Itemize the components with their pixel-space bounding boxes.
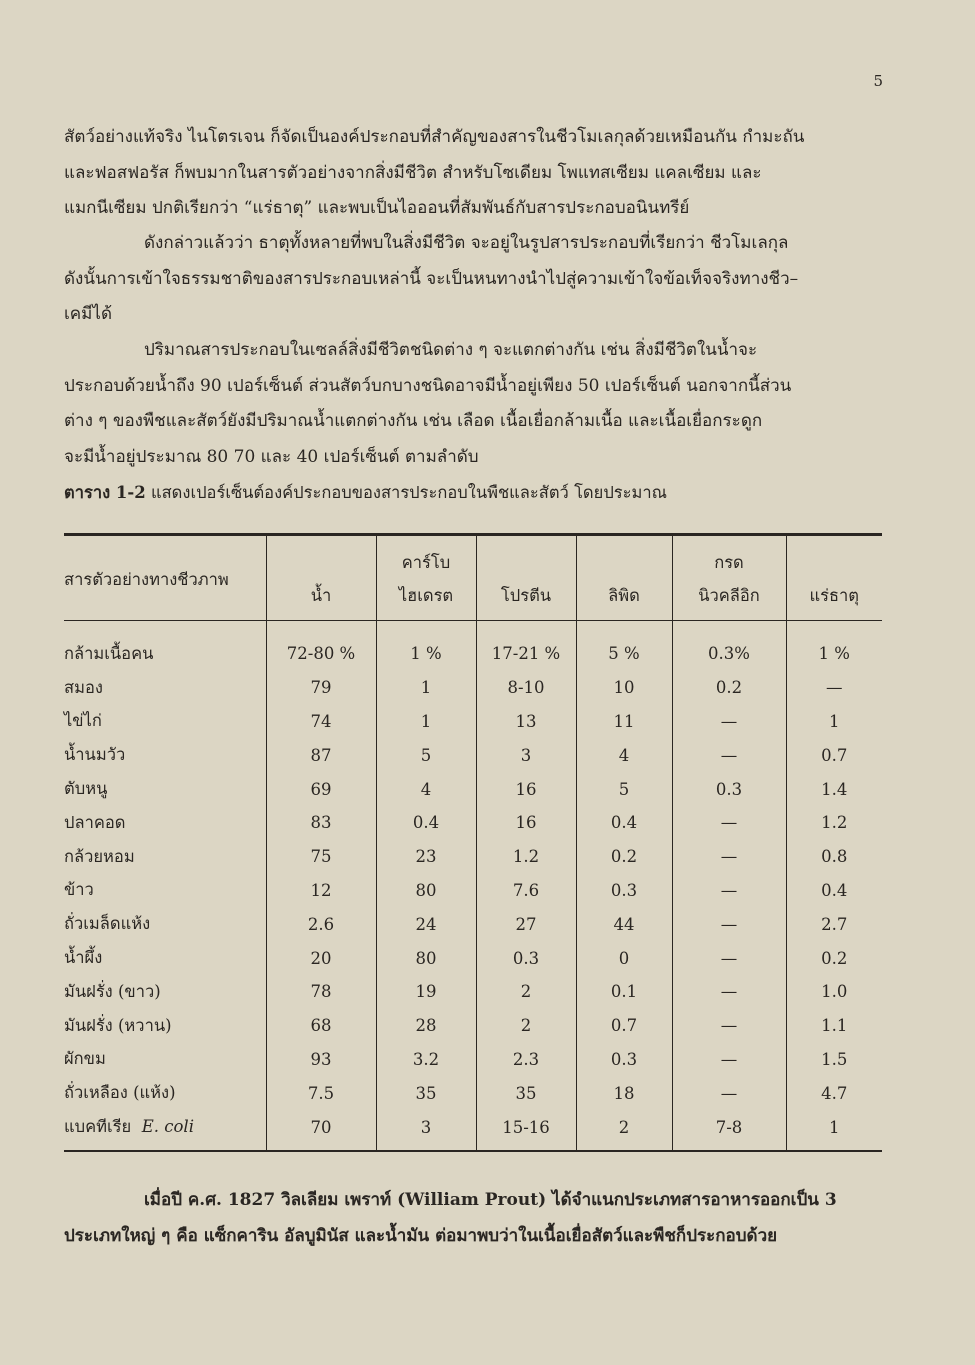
sample-name-text: น้ำนมวัว xyxy=(64,745,126,765)
table-caption xyxy=(64,480,882,506)
cell-mineral: 0.7 xyxy=(786,738,882,772)
cell-protein: 17-21 % xyxy=(476,621,576,671)
cell-sample-name xyxy=(64,1076,266,1110)
sample-name-text: ถั่วเมล็ดแห้ง xyxy=(64,914,151,934)
table-row xyxy=(64,671,882,705)
cell-protein: 2.3 xyxy=(476,1043,576,1077)
cell-lipid: 0.1 xyxy=(576,975,672,1009)
sample-name-text: น้ำผึ้ง xyxy=(64,948,103,968)
header-water: น้ำ xyxy=(266,536,376,621)
cell-nucleic: — xyxy=(672,806,786,840)
sample-name-text: ไข่ไก่ xyxy=(64,711,102,731)
cell-sample-name xyxy=(64,975,266,1009)
header-carbohydrate-line2: ไฮเดรต xyxy=(398,586,454,605)
cell-water: 72-80 % xyxy=(266,621,376,671)
cell-sample-name xyxy=(64,1043,266,1077)
cell-carb: 19 xyxy=(376,975,476,1009)
text-line: เคมีได้ xyxy=(64,304,112,324)
sample-name-text: มันฝรั่ง (ขาว) xyxy=(64,981,161,1001)
cell-mineral: — xyxy=(786,671,882,705)
cell-water: 2.6 xyxy=(266,907,376,941)
cell-water: 83 xyxy=(266,806,376,840)
cell-nucleic: — xyxy=(672,705,786,739)
cell-protein: 13 xyxy=(476,705,576,739)
cell-carb: 28 xyxy=(376,1009,476,1043)
cell-carb: 0.4 xyxy=(376,806,476,840)
sample-name-text: กล้ามเนื้อคน xyxy=(64,643,154,663)
cell-carb: 3 xyxy=(376,1110,476,1151)
table-row xyxy=(64,772,882,806)
cell-protein: 2 xyxy=(476,1009,576,1043)
table-row xyxy=(64,1043,882,1077)
text-line: สัตว์อย่างแท้จริง ไนโตรเจน ก็จัดเป็นองค์ประกอบที่สำคัญของสารในชีวโมเลกุลด้วยเหมือนกัน กำมะถัน xyxy=(64,127,805,147)
composition-table xyxy=(64,533,882,1152)
paragraph-intro xyxy=(64,120,882,227)
cell-nucleic: — xyxy=(672,874,786,908)
cell-sample-name xyxy=(64,705,266,739)
cell-lipid: 5 % xyxy=(576,621,672,671)
cell-mineral: 1 xyxy=(786,705,882,739)
cell-mineral: 1 % xyxy=(786,621,882,671)
cell-mineral: 1.2 xyxy=(786,806,882,840)
cell-lipid: 0.4 xyxy=(576,806,672,840)
cell-protein: 3 xyxy=(476,738,576,772)
sample-name-text: ปลาคอด xyxy=(64,812,126,832)
cell-lipid: 11 xyxy=(576,705,672,739)
text-line: ประเภทใหญ่ ๆ คือ แซ็กคาริน อัลบูมินัส และน้ำมัน ต่อมาพบว่าในเนื้อเยื่อสัตว์และพืชก็ประกอบด้วย xyxy=(64,1225,778,1246)
cell-water: 75 xyxy=(266,840,376,874)
sample-name-text: ตับหนู xyxy=(64,779,108,799)
table-row xyxy=(64,874,882,908)
header-carbohydrate-line1: คาร์โบ xyxy=(401,553,451,572)
sample-name-text: กล้วยหอม xyxy=(64,846,135,866)
cell-protein: 0.3 xyxy=(476,941,576,975)
cell-protein: 7.6 xyxy=(476,874,576,908)
table-row xyxy=(64,705,882,739)
cell-carb: 80 xyxy=(376,941,476,975)
cell-mineral: 1.5 xyxy=(786,1043,882,1077)
text-line: ประกอบด้วยน้ำถึง 90 เปอร์เซ็นต์ ส่วนสัตว์บกบางชนิดอาจมีน้ำอยู่เพียง 50 เปอร์เซ็นต์ นอกจากนี้ส่วน xyxy=(64,375,792,396)
cell-lipid: 0.7 xyxy=(576,1009,672,1043)
table-caption-label: ตาราง 1-2 xyxy=(64,483,146,502)
cell-lipid: 0.2 xyxy=(576,840,672,874)
header-protein: โปรตีน xyxy=(476,536,576,621)
cell-nucleic: — xyxy=(672,1076,786,1110)
cell-nucleic: 0.3 xyxy=(672,772,786,806)
cell-carb: 35 xyxy=(376,1076,476,1110)
cell-carb: 23 xyxy=(376,840,476,874)
cell-protein: 27 xyxy=(476,907,576,941)
cell-sample-name xyxy=(64,1110,266,1151)
cell-carb: 1 xyxy=(376,671,476,705)
table-caption-text: แสดงเปอร์เซ็นต์องค์ประกอบของสารประกอบในพืชและสัตว์ โดยประมาณ xyxy=(150,483,667,502)
table-row xyxy=(64,907,882,941)
sample-name-text: ถั่วเหลือง (แห้ง) xyxy=(64,1083,176,1103)
cell-water: 12 xyxy=(266,874,376,908)
cell-lipid: 5 xyxy=(576,772,672,806)
cell-lipid: 0.3 xyxy=(576,874,672,908)
cell-water: 78 xyxy=(266,975,376,1009)
table-row xyxy=(64,1009,882,1043)
cell-water: 7.5 xyxy=(266,1076,376,1110)
table-body xyxy=(64,621,882,1151)
cell-protein: 1.2 xyxy=(476,840,576,874)
cell-mineral: 0.4 xyxy=(786,874,882,908)
table-row xyxy=(64,941,882,975)
cell-sample-name xyxy=(64,671,266,705)
cell-nucleic: — xyxy=(672,907,786,941)
cell-sample-name xyxy=(64,907,266,941)
cell-lipid: 4 xyxy=(576,738,672,772)
cell-lipid: 0 xyxy=(576,941,672,975)
cell-mineral: 1 xyxy=(786,1110,882,1151)
cell-sample-name xyxy=(64,874,266,908)
cell-nucleic: 0.2 xyxy=(672,671,786,705)
page-number: 5 xyxy=(873,72,883,90)
table-header-row xyxy=(64,536,882,621)
cell-sample-name xyxy=(64,806,266,840)
cell-water: 79 xyxy=(266,671,376,705)
cell-carb: 5 xyxy=(376,738,476,772)
table-row xyxy=(64,806,882,840)
cell-nucleic: 7-8 xyxy=(672,1110,786,1151)
header-lipid: ลิพิด xyxy=(576,536,672,621)
cell-mineral: 1.1 xyxy=(786,1009,882,1043)
cell-carb: 4 xyxy=(376,772,476,806)
sample-name-text: มันฝรั่ง (หวาน) xyxy=(64,1015,172,1035)
sample-name-text: สมอง xyxy=(64,677,103,697)
header-mineral: แร่ธาตุ xyxy=(786,536,882,621)
cell-nucleic: — xyxy=(672,1009,786,1043)
cell-sample-name xyxy=(64,941,266,975)
cell-sample-name xyxy=(64,772,266,806)
cell-protein: 16 xyxy=(476,806,576,840)
sample-name-italic: E. coli xyxy=(141,1117,194,1137)
table-row xyxy=(64,1076,882,1110)
header-nucleic-line2: นิวคลีอิก xyxy=(698,586,760,605)
table-row xyxy=(64,975,882,1009)
cell-carb: 1 xyxy=(376,705,476,739)
cell-protein: 15-16 xyxy=(476,1110,576,1151)
cell-nucleic: — xyxy=(672,738,786,772)
cell-nucleic: — xyxy=(672,975,786,1009)
cell-water: 87 xyxy=(266,738,376,772)
table-row xyxy=(64,738,882,772)
sample-name-text: ข้าว xyxy=(64,880,94,900)
cell-water: 70 xyxy=(266,1110,376,1151)
cell-nucleic: — xyxy=(672,1043,786,1077)
header-nucleic-acid xyxy=(672,536,786,621)
cell-sample-name xyxy=(64,1009,266,1043)
table-row xyxy=(64,621,882,671)
cell-protein: 2 xyxy=(476,975,576,1009)
cell-water: 20 xyxy=(266,941,376,975)
header-nucleic-line1: กรด xyxy=(714,553,744,572)
cell-carb: 3.2 xyxy=(376,1043,476,1077)
cell-carb: 1 % xyxy=(376,621,476,671)
table-row xyxy=(64,840,882,874)
cell-nucleic: — xyxy=(672,840,786,874)
cell-sample-name xyxy=(64,738,266,772)
cell-mineral: 0.2 xyxy=(786,941,882,975)
cell-lipid: 18 xyxy=(576,1076,672,1110)
cell-mineral: 1.4 xyxy=(786,772,882,806)
text-line: ดังนั้นการเข้าใจธรรมชาติของสารประกอบเหล่านี้ จะเป็นหนทางนำไปสู่ความเข้าใจข้อเท็จจริงทางชีว– xyxy=(64,268,799,289)
sample-name-text: ผักขม xyxy=(64,1049,106,1069)
cell-mineral: 0.8 xyxy=(786,840,882,874)
text-line: จะมีน้ำอยู่ประมาณ 80 70 และ 40 เปอร์เซ็นต์ ตามลำดับ xyxy=(64,446,479,467)
cell-water: 74 xyxy=(266,705,376,739)
cell-protein: 35 xyxy=(476,1076,576,1110)
cell-sample-name xyxy=(64,621,266,671)
cell-nucleic: — xyxy=(672,941,786,975)
cell-carb: 24 xyxy=(376,907,476,941)
cell-mineral: 1.0 xyxy=(786,975,882,1009)
cell-lipid: 2 xyxy=(576,1110,672,1151)
cell-nucleic: 0.3% xyxy=(672,621,786,671)
cell-mineral: 2.7 xyxy=(786,907,882,941)
header-sample: สารตัวอย่างทางชีวภาพ xyxy=(64,536,266,621)
cell-protein: 16 xyxy=(476,772,576,806)
text-line: ปริมาณสารประกอบในเซลล์สิ่งมีชีวิตชนิดต่าง ๆ จะแตกต่างกัน เช่น สิ่งมีชีวิตในน้ำจะ xyxy=(144,340,758,360)
cell-protein: 8-10 xyxy=(476,671,576,705)
cell-water: 93 xyxy=(266,1043,376,1077)
text-line: แมกนีเซียม ปกติเรียกว่า “แร่ธาตุ” และพบเป็นไอออนที่สัมพันธ์กับสารประกอบอนินทรีย์ xyxy=(64,198,690,218)
header-carbohydrate xyxy=(376,536,476,621)
cell-sample-name xyxy=(64,840,266,874)
paragraph-william-prout xyxy=(64,1183,882,1254)
text-line: ต่าง ๆ ของพืชและสัตว์ยังมีปริมาณน้ำแตกต่างกัน เช่น เลือด เนื้อเยื่อกล้ามเนื้อ และเนื้อเยื่อกระดูก xyxy=(64,411,763,431)
text-line: ดังกล่าวแล้วว่า ธาตุทั้งหลายที่พบในสิ่งมีชีวิต จะอยู่ในรูปสารประกอบที่เรียกว่า ชีวโมเลกุล xyxy=(144,233,789,253)
cell-carb: 80 xyxy=(376,874,476,908)
cell-water: 69 xyxy=(266,772,376,806)
cell-lipid: 0.3 xyxy=(576,1043,672,1077)
cell-lipid: 44 xyxy=(576,907,672,941)
paragraph-water-content xyxy=(64,333,882,475)
text-line: เมื่อปี ค.ศ. 1827 วิลเลียม เพราท์ (William Prout) ได้จำแนกประเภทสารอาหารออกเป็น 3 xyxy=(144,1190,837,1210)
paragraph-biomolecules xyxy=(64,226,882,333)
sample-name-text: แบคทีเรีย xyxy=(64,1117,132,1137)
text-line: และฟอสฟอรัส ก็พบมากในสารตัวอย่างจากสิ่งมีชีวิต สำหรับโซเดียม โพแทสเซียม แคลเซียม และ xyxy=(64,162,762,183)
cell-water: 68 xyxy=(266,1009,376,1043)
cell-lipid: 10 xyxy=(576,671,672,705)
table-row xyxy=(64,1110,882,1151)
cell-mineral: 4.7 xyxy=(786,1076,882,1110)
